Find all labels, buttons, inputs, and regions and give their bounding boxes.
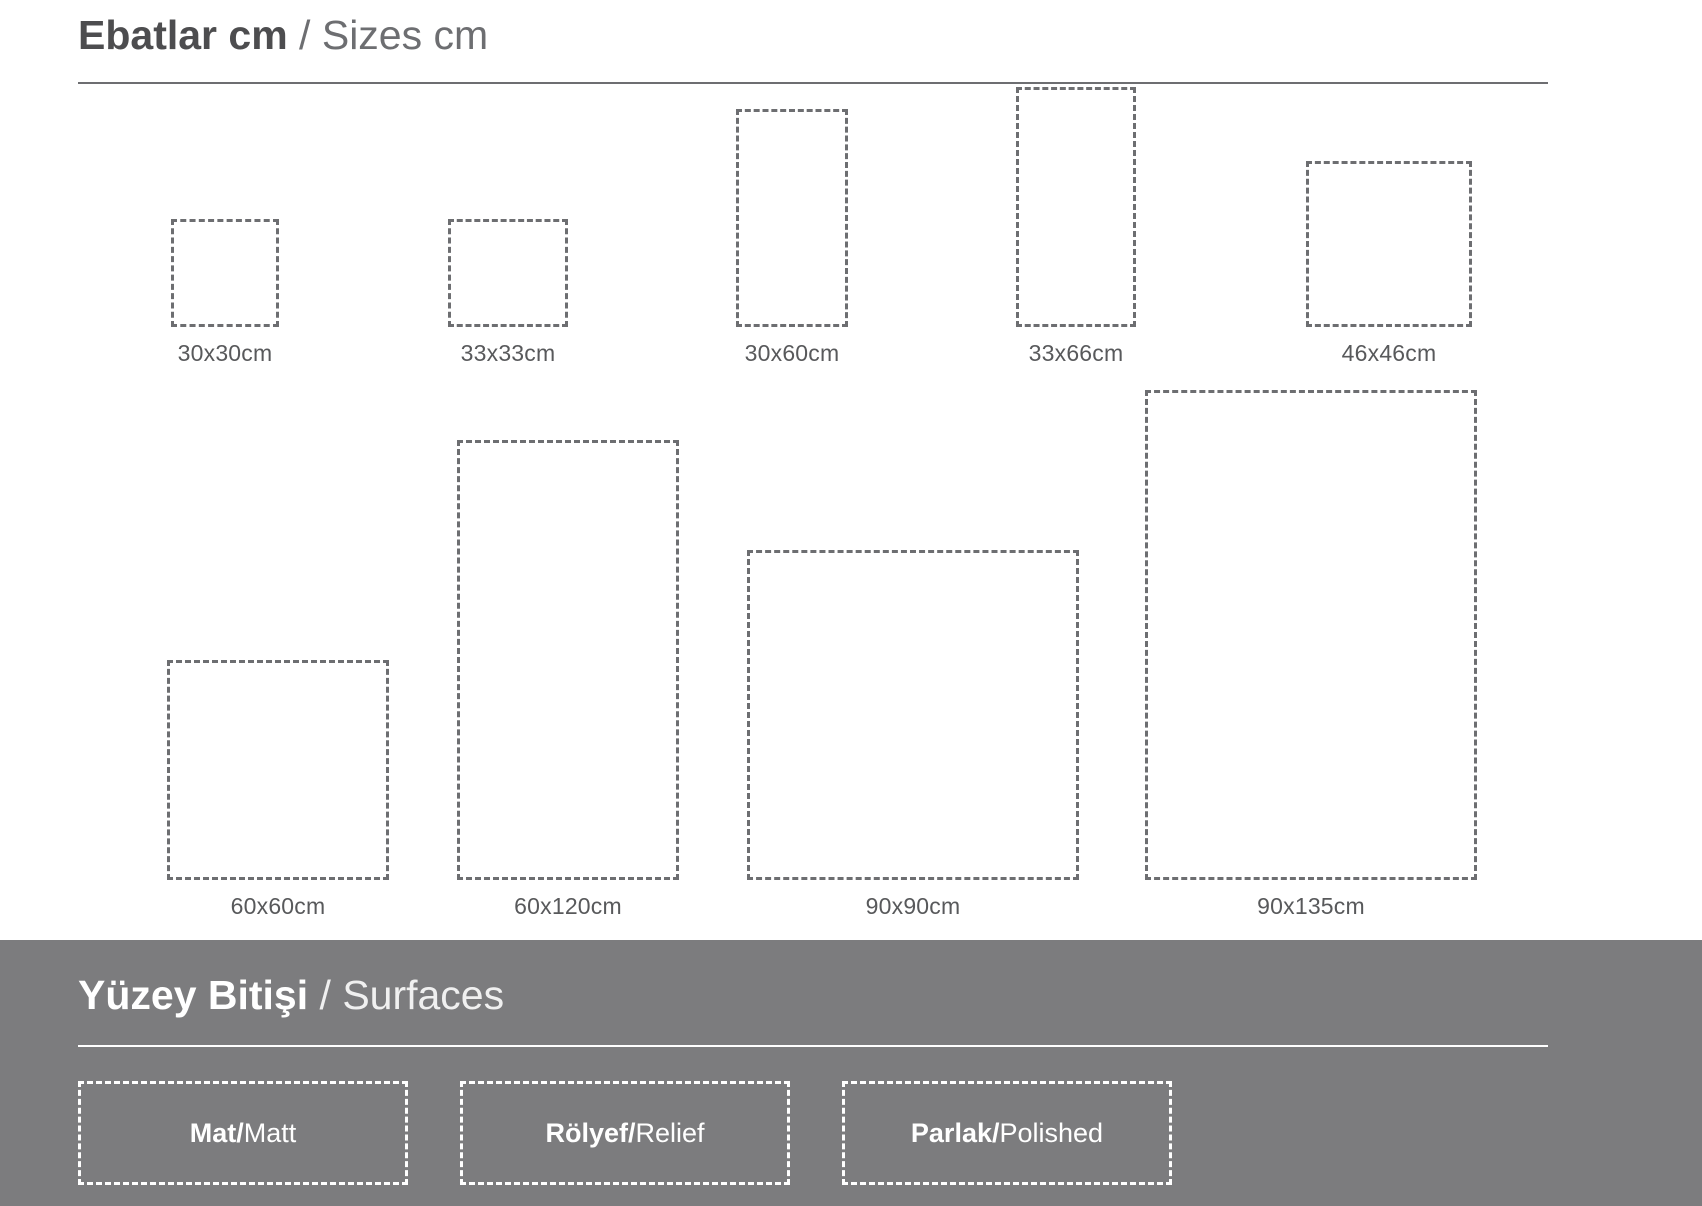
size-row-bottom: [0, 400, 1702, 920]
surfaces-title-divider: [78, 1045, 1548, 1047]
size-item: [753, 400, 1073, 920]
surfaces-title-separator: /: [308, 972, 343, 1018]
size-item: [1151, 400, 1471, 920]
size-label: 90x135cm: [1257, 893, 1365, 919]
size-label: 60x60cm: [230, 893, 326, 919]
size-label: 46x46cm: [1341, 340, 1437, 366]
size-label: 90x90cm: [865, 893, 961, 919]
surfaces-section-title: [78, 972, 504, 1019]
surface-finish-turkish: Mat: [189, 1117, 237, 1148]
surfaces-title-english: Surfaces: [342, 972, 505, 1018]
surface-finish-list: [78, 1081, 1172, 1185]
size-swatch-outline: [457, 440, 679, 880]
size-row-top: [0, 92, 1702, 367]
sizes-title-divider: [78, 82, 1548, 84]
surface-finish-turkish: Rölyef: [545, 1117, 628, 1148]
size-item: [916, 92, 1236, 367]
size-swatch-outline: [448, 219, 568, 327]
surface-finish-separator: /: [991, 1117, 1000, 1148]
surfaces-section: [0, 940, 1702, 1206]
size-label: 30x30cm: [177, 340, 273, 366]
size-swatch-outline: [1145, 390, 1477, 880]
size-swatch-outline: [747, 550, 1079, 880]
surface-finish-turkish: Parlak: [910, 1117, 992, 1148]
surface-finish-english: Relief: [635, 1117, 705, 1148]
size-swatch-outline: [171, 219, 279, 327]
sizes-section-title: [78, 12, 488, 59]
surface-finish-separator: /: [236, 1117, 244, 1148]
surface-finish-english: Polished: [999, 1117, 1104, 1148]
surface-finish-chip[interactable]: [78, 1081, 408, 1185]
sizes-title-separator: /: [287, 12, 322, 58]
size-item: [408, 400, 728, 920]
size-swatch-outline: [167, 660, 389, 880]
sizes-title-turkish: Ebatlar cm: [78, 12, 288, 58]
surfaces-title-turkish: Yüzey Bitişi: [78, 972, 309, 1018]
size-label: 30x60cm: [744, 340, 840, 366]
surface-finish-chip[interactable]: [460, 1081, 790, 1185]
size-item: [118, 400, 438, 920]
size-item: [65, 92, 385, 367]
size-label: 33x33cm: [460, 340, 556, 366]
size-swatch-outline: [1306, 161, 1472, 327]
size-label: 33x66cm: [1028, 340, 1124, 366]
surface-finish-chip[interactable]: [842, 1081, 1172, 1185]
size-swatch-outline: [1016, 87, 1136, 327]
size-item: [348, 92, 668, 367]
size-swatch-outline: [736, 109, 848, 327]
sizes-title-english: Sizes cm: [321, 12, 489, 58]
size-item: [632, 92, 952, 367]
size-item: [1229, 92, 1549, 367]
size-label: 60x120cm: [514, 893, 622, 919]
surface-finish-english: Matt: [243, 1117, 297, 1148]
surface-finish-separator: /: [627, 1117, 636, 1148]
